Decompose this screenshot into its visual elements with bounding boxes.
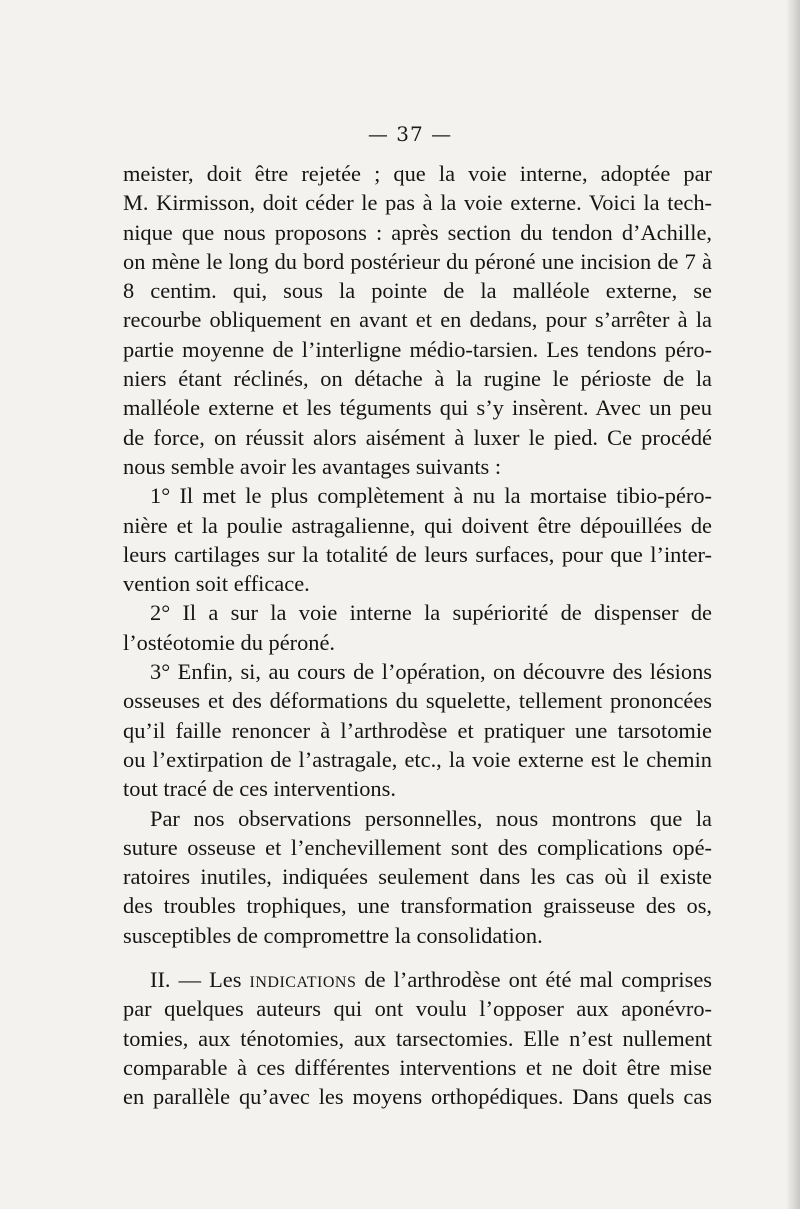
text-line: Par nos observations personnelles, nous montrons que la (150, 805, 712, 831)
text-line: vention soit efficace. (123, 571, 310, 597)
text-line: en parallèle qu’avec les moyens orthopédiques. Dans quels cas (123, 1084, 712, 1110)
paragraph-technique (123, 159, 712, 481)
text-line: nous semble avoir les avantages suivants : (123, 453, 502, 479)
text-line: ou l’extirpation de l’astragale, etc., la voie externe est le chemin (123, 746, 712, 772)
section-spacer (123, 950, 712, 965)
text-line: tomies, aux ténotomies, aux tarsectomies. Elle n’est nullement (123, 1025, 712, 1051)
text-line: 1° Il met le plus complètement à nu la mortaise tibio-péro- (150, 483, 712, 509)
text-line: malléole externe et les téguments qui s’y insèrent. Avec un peu (123, 395, 712, 421)
text-line: partie moyenne de l’interligne médio-tarsien. Les tendons péro- (123, 336, 712, 362)
section-number: II. — (150, 967, 210, 993)
body-text (123, 159, 712, 1112)
text-line: de l’arthrodèse ont été mal comprises (356, 967, 712, 993)
section-heading-line (123, 965, 712, 994)
text-line: tout tracé de ces interventions. (123, 776, 396, 802)
section-ii-indications (123, 965, 712, 1111)
text-line: 8 centim. qui, sous la pointe de la malléole externe, se (123, 278, 712, 304)
page-number: — 37 — (367, 122, 453, 146)
paragraph-advantage-3 (123, 657, 712, 803)
text-line: qu’il faille renoncer à l’arthrodèse et pratiquer une tarsotomie (123, 717, 712, 743)
text-line: de force, on réussit alors aisément à luxer le pied. Ce procédé (123, 424, 712, 450)
text-line: par quelques auteurs qui ont voulu l’opposer aux aponévro- (123, 996, 712, 1022)
text-line: 3° Enfin, si, au cours de l’opération, on découvre des lésions (150, 659, 712, 685)
section-label-indications: indications (249, 967, 357, 993)
text-line: suture osseuse et l’enchevillement sont des complications opé- (123, 834, 712, 860)
text-line: osseuses et des déformations du squelette, tellement prononcées (123, 688, 712, 714)
section-label-les: Les (209, 967, 242, 993)
paragraph-advantage-1 (123, 481, 712, 598)
text-line: nique que nous proposons : après section du tendon d’Achille, (123, 219, 712, 245)
paragraph-advantage-2 (123, 598, 712, 657)
text-line: nière et la poulie astragalienne, qui doivent être dépouillées de (123, 512, 712, 538)
text-line: susceptibles de compromettre la consolidation. (123, 922, 543, 948)
text-line: 2° Il a sur la voie interne la supériorité de dispenser de (150, 600, 712, 626)
text-line: ratoires inutiles, indiquées seulement dans les cas où il existe (123, 864, 712, 890)
text-line: M. Kirmisson, doit céder le pas à la voie externe. Voici la tech- (123, 190, 712, 216)
text-line: des troubles trophiques, une transformation graisseuse des os, (123, 893, 712, 919)
text-line: niers étant réclinés, on détache à la rugine le périoste de la (123, 366, 712, 392)
page-edge-shadow (786, 0, 800, 1209)
text-line: comparable à ces différentes interventions et ne doit être mise (123, 1054, 712, 1080)
paragraph-observations (123, 804, 712, 950)
text-line: meister, doit être rejetée ; que la voie interne, adoptée par (123, 161, 712, 186)
text-line: leurs cartilages sur la totalité de leurs surfaces, pour que l’inter- (123, 541, 712, 567)
text-line: on mène le long du bord postérieur du péroné une incision de 7 à (123, 248, 712, 274)
text-line: recourbe obliquement en avant et en dedans, pour s’arrêter à la (123, 307, 712, 333)
text-line: l’ostéotomie du péroné. (123, 629, 336, 655)
